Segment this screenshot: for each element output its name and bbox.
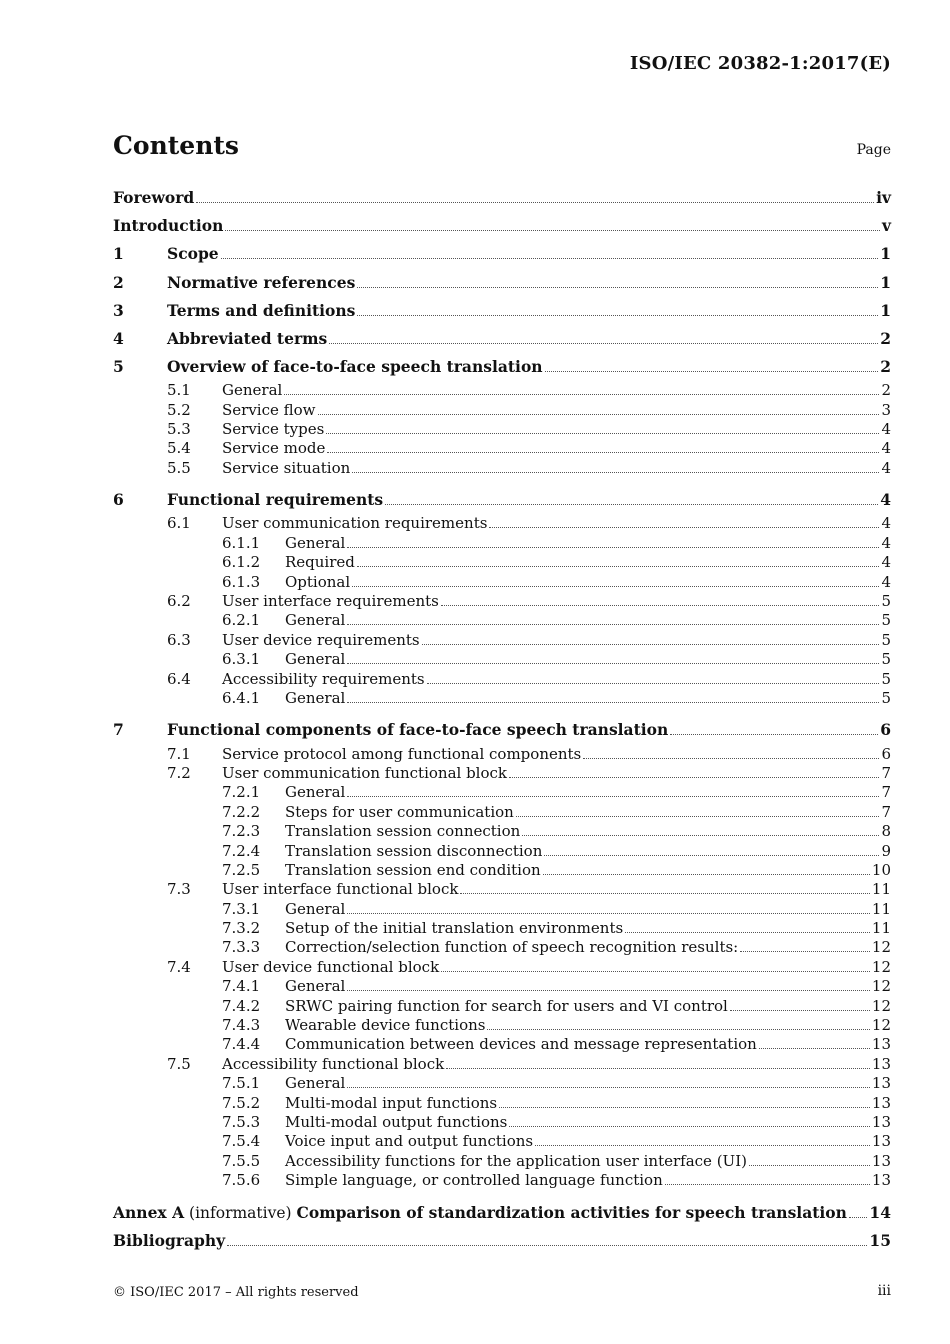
dot-leader	[318, 413, 880, 415]
toc-entry-title: Functional requirements	[167, 490, 384, 510]
toc-entry[interactable]	[113, 822, 891, 841]
toc-entry-title: General	[285, 650, 346, 669]
document-id: ISO/IEC 20382-1:2017(E)	[629, 53, 891, 74]
toc-entry-page: 3	[881, 400, 891, 419]
toc-entry-page: 4	[881, 533, 891, 552]
toc-entry-title: Abbreviated terms	[167, 328, 328, 348]
toc-entry-number: 5.4	[167, 439, 191, 458]
toc-entry-number: 7.2	[167, 763, 191, 782]
toc-entry-page: 6	[880, 720, 891, 740]
toc-entry-number: 6.1.3	[222, 572, 261, 591]
dot-leader	[545, 370, 879, 372]
dot-leader	[583, 757, 879, 759]
toc-entry-page: 8	[881, 822, 891, 841]
dot-leader	[347, 1086, 870, 1088]
toc-entry-number: 7.5.3	[222, 1112, 261, 1131]
toc-entry-title: Required	[285, 553, 355, 572]
toc-entry-title: General	[285, 1074, 346, 1093]
toc-entry-number: 7.3.3	[222, 938, 261, 957]
toc-entry[interactable]	[113, 1016, 891, 1035]
toc-entry[interactable]	[113, 650, 891, 669]
toc-entry[interactable]	[113, 1113, 891, 1132]
toc-entry[interactable]	[113, 1132, 891, 1151]
toc-entry[interactable]	[113, 1171, 891, 1190]
toc-entry-page: 4	[881, 420, 891, 439]
toc-entry-title: Optional	[285, 572, 351, 591]
toc-entry-title: User device functional block	[222, 957, 440, 976]
dot-leader	[441, 604, 880, 606]
toc-entry-title: Multi-modal output functions	[285, 1112, 508, 1131]
toc-entry[interactable]	[113, 1074, 891, 1093]
toc-entry-number: 5.2	[167, 400, 191, 419]
dot-leader	[489, 526, 879, 528]
toc-entry-page: 13	[871, 1093, 891, 1112]
toc-entry-page: 13	[871, 1171, 891, 1190]
toc-entry-number: 2	[113, 272, 124, 292]
toc-entry-page: 10	[871, 860, 891, 879]
toc-entry-number: 6.3.1	[222, 650, 261, 669]
toc-entry[interactable]	[113, 514, 891, 533]
toc-entry[interactable]	[113, 592, 891, 611]
toc-entry[interactable]	[113, 1152, 891, 1171]
toc-entry-number: 7.5.6	[222, 1171, 261, 1190]
toc-entry-title: General	[285, 977, 346, 996]
toc-entry-page: 13	[871, 1074, 891, 1093]
toc-entry-title: Introduction	[113, 216, 224, 236]
page-column-label: Page	[856, 142, 891, 158]
toc-entry-title: Overview of face-to-face speech translation	[167, 357, 543, 377]
dot-leader	[740, 950, 870, 952]
toc-entry[interactable]	[113, 1227, 891, 1255]
toc-entry[interactable]	[113, 212, 891, 240]
toc-entry-title: Scope	[167, 244, 219, 264]
toc-entry[interactable]	[113, 997, 891, 1016]
toc-entry-page: 4	[881, 458, 891, 477]
toc-entry-page: 6	[881, 744, 891, 763]
toc-entry-number: 7.4	[167, 957, 191, 976]
toc-entry[interactable]	[113, 919, 891, 938]
toc-entry[interactable]	[113, 689, 891, 708]
toc-entry-page: 13	[871, 1035, 891, 1054]
toc-entry[interactable]	[113, 880, 891, 899]
toc-entry-title: Communication between devices and message representation	[285, 1035, 757, 1054]
toc-entry-page: 1	[880, 272, 891, 292]
toc-entry[interactable]	[113, 534, 891, 553]
toc-entry-page: 7	[881, 802, 891, 821]
toc-entry-number: 7.3	[167, 880, 191, 899]
toc-entry-number: 6.1.1	[222, 533, 261, 552]
toc-entry-page: 5	[881, 592, 891, 611]
toc-entry-number: 7.5	[167, 1054, 191, 1073]
toc-entry-page: 5	[881, 669, 891, 688]
dot-leader	[347, 623, 879, 625]
toc-entry-title: Steps for user communication	[285, 802, 514, 821]
toc-entry-title: Normative references	[167, 272, 356, 292]
dot-leader	[446, 1067, 870, 1069]
footer-page-number: iii	[877, 1283, 891, 1299]
toc-entry-page: 2	[881, 381, 891, 400]
toc-entry-title: General	[285, 783, 346, 802]
toc-entry-number: 7.2.5	[222, 860, 261, 879]
toc-entry-page: 2	[880, 357, 891, 377]
dot-leader	[227, 1244, 867, 1246]
toc-entry[interactable]	[113, 977, 891, 996]
toc-entry-page: 7	[881, 763, 891, 782]
toc-entry-page: 5	[881, 630, 891, 649]
toc-entry-title: Translation session disconnection	[285, 841, 543, 860]
toc-entry-title: Accessibility functional block	[222, 1054, 445, 1073]
toc-entry-number: 6.2.1	[222, 611, 261, 630]
table-of-contents	[113, 184, 891, 1255]
dot-leader	[509, 776, 879, 778]
toc-entry[interactable]	[113, 184, 891, 212]
toc-entry[interactable]	[113, 1199, 891, 1227]
toc-entry-page: 11	[871, 919, 891, 938]
dot-leader	[670, 733, 878, 735]
dot-leader	[347, 989, 870, 991]
dot-leader	[327, 451, 879, 453]
toc-entry-page: v	[881, 216, 891, 236]
toc-entry-page: 4	[881, 553, 891, 572]
dot-leader	[441, 970, 870, 972]
toc-entry-number: 7.2.2	[222, 802, 261, 821]
dot-leader	[759, 1047, 870, 1049]
toc-entry-title: Translation session end condition	[285, 860, 541, 879]
toc-entry-title: General	[222, 381, 283, 400]
toc-entry[interactable]	[113, 553, 891, 572]
toc-entry-number: 7.5.2	[222, 1093, 261, 1112]
dot-leader	[535, 1144, 870, 1146]
toc-entry-page: 13	[871, 1132, 891, 1151]
toc-entry-title: Simple language, or controlled language function	[285, 1171, 663, 1190]
dot-leader	[352, 471, 879, 473]
toc-entry-page: 11	[871, 880, 891, 899]
dot-leader	[347, 662, 879, 664]
toc-entry[interactable]	[113, 611, 891, 630]
toc-entry-number: 5.3	[167, 420, 191, 439]
toc-entry-number: 1	[113, 244, 124, 264]
toc-entry-page: 12	[871, 996, 891, 1015]
toc-entry-number: 7.4.3	[222, 1016, 261, 1035]
toc-entry-page: 5	[881, 611, 891, 630]
toc-entry[interactable]	[113, 670, 891, 689]
annex-note: (informative)	[184, 1203, 297, 1222]
toc-entry-title: User communication functional block	[222, 763, 507, 782]
toc-entry-number: 3	[113, 300, 124, 320]
toc-entry[interactable]	[113, 269, 891, 297]
toc-entry-page: 5	[881, 688, 891, 707]
toc-entry-page: iv	[876, 188, 891, 207]
toc-entry[interactable]	[113, 353, 891, 381]
toc-entry[interactable]	[113, 842, 891, 861]
toc-entry-title: General	[285, 688, 346, 707]
toc-entry[interactable]	[113, 240, 891, 268]
toc-entry-number: 7.1	[167, 744, 191, 763]
toc-entry-title: SRWC pairing function for search for users and VI control	[285, 996, 728, 1015]
toc-entry-page: 1	[880, 300, 891, 320]
dot-leader	[357, 314, 878, 316]
toc-entry-title: Functional components of face-to-face speech translation	[167, 720, 669, 740]
toc-entry-title: General	[285, 611, 346, 630]
toc-entry-page: 13	[871, 1151, 891, 1170]
toc-entry-page: 12	[871, 1016, 891, 1035]
toc-entry[interactable]	[113, 958, 891, 977]
toc-entry-number: 5.1	[167, 381, 191, 400]
toc-entry-title: Accessibility functions for the application user interface (UI)	[285, 1151, 747, 1170]
dot-leader	[427, 682, 880, 684]
toc-entry-page: 1	[880, 244, 891, 264]
toc-entry-title	[113, 1199, 847, 1227]
annex-title: Comparison of standardization activities for speech translation	[296, 1202, 847, 1222]
dot-leader	[730, 1009, 870, 1011]
toc-entry-title: Setup of the initial translation environments	[285, 919, 624, 938]
toc-entry-number: 6.2	[167, 592, 191, 611]
toc-entry-page: 2	[880, 328, 891, 348]
toc-entry-title: Bibliography	[113, 1230, 226, 1250]
toc-entry[interactable]	[113, 938, 891, 957]
toc-entry[interactable]	[113, 325, 891, 353]
dot-leader	[625, 931, 870, 933]
toc-entry-number: 7.3.2	[222, 919, 261, 938]
toc-entry-title: User device requirements	[222, 630, 420, 649]
dot-leader	[357, 565, 880, 567]
toc-entry[interactable]	[113, 803, 891, 822]
toc-entry-number: 7.5.1	[222, 1074, 261, 1093]
dot-leader	[665, 1183, 870, 1185]
toc-entry-title: Accessibility requirements	[222, 669, 425, 688]
toc-entry-number: 6.1	[167, 514, 191, 533]
toc-entry[interactable]	[113, 381, 891, 400]
dot-leader	[516, 815, 880, 817]
toc-entry[interactable]	[113, 764, 891, 783]
toc-entry-title: General	[285, 899, 346, 918]
toc-entry[interactable]	[113, 861, 891, 880]
toc-entry-number: 4	[113, 328, 124, 348]
toc-entry-number: 6.3	[167, 630, 191, 649]
toc-entry-page: 4	[881, 439, 891, 458]
toc-entry-title: Foreword	[113, 188, 195, 207]
toc-entry-page: 12	[871, 977, 891, 996]
toc-entry-page: 13	[871, 1054, 891, 1073]
dot-leader	[357, 286, 878, 288]
toc-entry-page: 15	[869, 1230, 891, 1250]
toc-entry-number: 7.4.1	[222, 977, 261, 996]
toc-entry-number: 7.5.4	[222, 1132, 261, 1151]
toc-entry-page: 9	[881, 841, 891, 860]
toc-entry-number: 7.2.4	[222, 841, 261, 860]
toc-entry[interactable]	[113, 716, 891, 744]
dot-leader	[225, 229, 880, 231]
toc-entry-page: 5	[881, 650, 891, 669]
dot-leader	[460, 892, 869, 894]
dot-leader	[749, 1164, 870, 1166]
dot-leader	[352, 585, 879, 587]
toc-entry[interactable]	[113, 745, 891, 764]
toc-entry-number: 7.2.3	[222, 822, 261, 841]
annex-label: Annex A	[113, 1202, 185, 1222]
toc-entry-title: Service flow	[222, 400, 316, 419]
toc-entry-title: Translation session connection	[285, 822, 521, 841]
dot-leader	[487, 1028, 869, 1030]
toc-entry-number: 7.4.4	[222, 1035, 261, 1054]
toc-entry-number: 7.5.5	[222, 1151, 261, 1170]
toc-entry-number: 7.4.2	[222, 996, 261, 1015]
toc-entry[interactable]	[113, 420, 891, 439]
toc-entry[interactable]	[113, 439, 891, 458]
toc-entry-page: 7	[881, 783, 891, 802]
toc-entry[interactable]	[113, 297, 891, 325]
toc-entry-page: 12	[871, 938, 891, 957]
dot-leader	[422, 643, 880, 645]
toc-entry[interactable]	[113, 486, 891, 514]
toc-entry-title: Service mode	[222, 439, 326, 458]
toc-entry-title: Service situation	[222, 458, 351, 477]
toc-entry-title: User interface requirements	[222, 592, 439, 611]
toc-entry-page: 4	[881, 514, 891, 533]
toc-entry-number: 6.1.2	[222, 553, 261, 572]
dot-leader	[543, 873, 870, 875]
toc-entry-number: 5.5	[167, 458, 191, 477]
toc-entry[interactable]	[113, 401, 891, 420]
toc-entry[interactable]	[113, 783, 891, 802]
toc-entry-title: User communication requirements	[222, 514, 488, 533]
toc-entry-page: 13	[871, 1112, 891, 1131]
dot-leader	[329, 342, 878, 344]
toc-entry-title: Wearable device functions	[285, 1016, 486, 1035]
dot-leader	[221, 257, 879, 259]
dot-leader	[509, 1125, 870, 1127]
toc-entry-title: User interface functional block	[222, 880, 459, 899]
dot-leader	[544, 854, 879, 856]
dot-leader	[326, 432, 879, 434]
toc-entry[interactable]	[113, 900, 891, 919]
toc-entry[interactable]	[113, 1055, 891, 1074]
toc-entry-title: General	[285, 533, 346, 552]
toc-entry-title: Voice input and output functions	[285, 1132, 534, 1151]
toc-entry-number: 6	[113, 490, 124, 510]
toc-entry-page: 4	[880, 490, 891, 510]
toc-entry-page: 14	[869, 1202, 891, 1222]
dot-leader	[196, 201, 874, 203]
toc-entry-number: 6.4	[167, 669, 191, 688]
footer-copyright: © ISO/IEC 2017 – All rights reserved	[113, 1285, 359, 1300]
toc-entry-page: 12	[871, 957, 891, 976]
toc-entry-title: Correction/selection function of speech recognition results:	[285, 938, 739, 957]
toc-entry[interactable]	[113, 573, 891, 592]
dot-leader	[347, 701, 879, 703]
toc-entry-number: 7.2.1	[222, 783, 261, 802]
toc-entry-title: Service protocol among functional components	[222, 744, 582, 763]
dot-leader	[385, 503, 878, 505]
toc-entry-number: 7	[113, 720, 124, 740]
toc-entry-title: Service types	[222, 420, 325, 439]
toc-entry-page: 11	[871, 899, 891, 918]
toc-entry-number: 5	[113, 357, 124, 377]
toc-entry-title: Terms and definitions	[167, 300, 356, 320]
dot-leader	[849, 1216, 868, 1218]
dot-leader	[347, 546, 879, 548]
toc-entry[interactable]	[113, 631, 891, 650]
toc-entry[interactable]	[113, 1035, 891, 1054]
dot-leader	[499, 1106, 870, 1108]
toc-entry-page: 4	[881, 572, 891, 591]
dot-leader	[347, 912, 870, 914]
toc-entry-number: 6.4.1	[222, 688, 261, 707]
toc-entry-title: Multi-modal input functions	[285, 1093, 498, 1112]
contents-heading: Contents	[113, 131, 240, 160]
toc-entry[interactable]	[113, 1094, 891, 1113]
toc-entry-number: 7.3.1	[222, 899, 261, 918]
dot-leader	[347, 795, 879, 797]
toc-entry[interactable]	[113, 459, 891, 478]
dot-leader	[522, 834, 879, 836]
dot-leader	[284, 393, 879, 395]
